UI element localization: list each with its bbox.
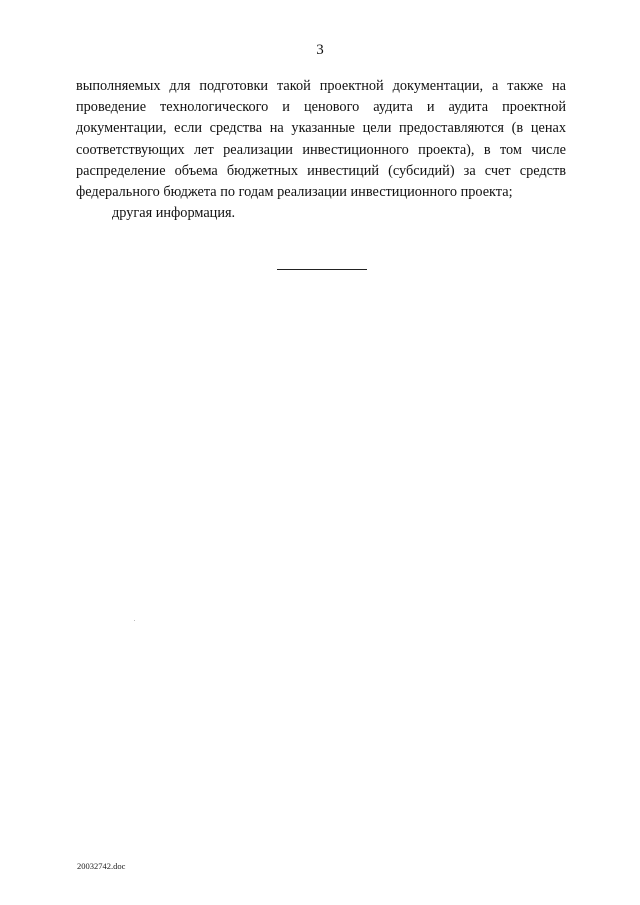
text-line: федерального бюджета по годам реализации инвестиционного проекта;: [76, 184, 513, 201]
text-line: документации, если средства на указанные цели предоставляются (в ценах: [76, 120, 566, 137]
page-number: 3: [316, 42, 324, 58]
text-line: выполняемых для подготовки такой проектной документации, а также на: [76, 78, 566, 94]
text-line: проведение технологического и ценового аудита и аудита проектной: [76, 99, 566, 116]
body-text: [76, 76, 566, 224]
end-rule: [277, 269, 367, 270]
scan-speck: [134, 620, 135, 621]
text-line: другая информация.: [112, 205, 236, 222]
footer-filename: 20032742.doc: [77, 861, 126, 871]
text-line: распределение объема бюджетных инвестиций (субсидий) за счет средств: [76, 162, 566, 179]
text-line: соответствующих лет реализации инвестиционного проекта), в том числе: [76, 141, 566, 158]
